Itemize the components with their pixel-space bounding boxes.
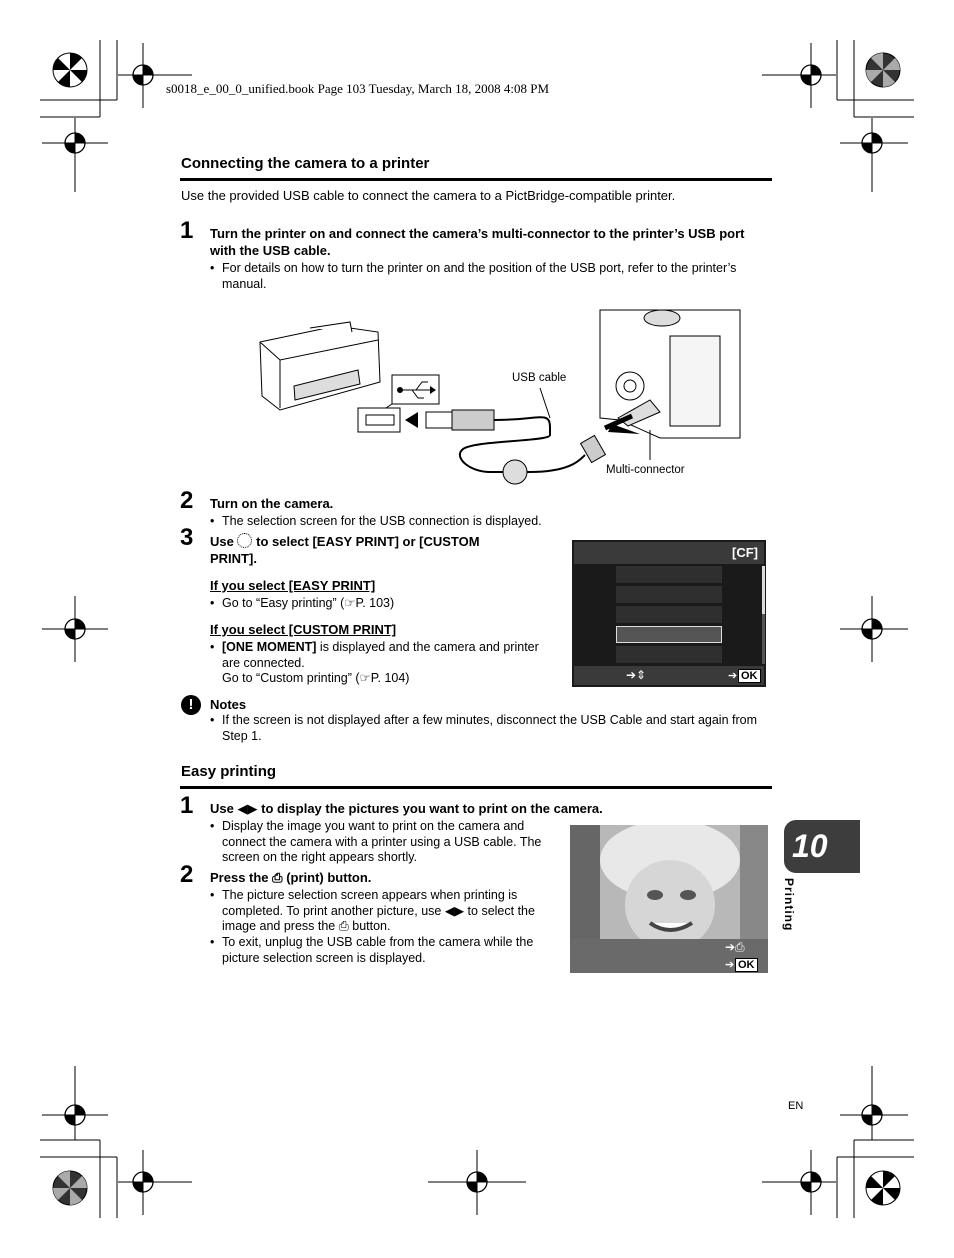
scrollbar-thumb bbox=[762, 566, 765, 614]
menu-item bbox=[616, 606, 722, 623]
step-number: 1 bbox=[180, 792, 194, 819]
step-number: 3 bbox=[180, 524, 194, 551]
book-header-line: s0018_e_00_0_unified.book Page 103 Tuesday, March 18, 2008 4:08 PM bbox=[166, 81, 550, 96]
section-rule bbox=[180, 786, 772, 789]
step-text: Use ◀▶ to display the pictures you want to print on the camera. bbox=[210, 801, 603, 816]
reference-icon: ☞ bbox=[344, 596, 356, 610]
arrow-icon: ➔ bbox=[728, 670, 738, 682]
arrow-updown-icon: ➔⇕ bbox=[626, 668, 647, 682]
step-number: 2 bbox=[180, 861, 194, 888]
menu-item-selected bbox=[616, 626, 722, 643]
usb-port-icon bbox=[358, 408, 400, 432]
bullet-item: • The selection screen for the USB connection is displayed. bbox=[210, 514, 542, 528]
bullet-item: • If the screen is not displayed after a few minutes, disconnect the USB Cable and start again from Step 1. bbox=[210, 713, 758, 743]
section-title-easy-printing: Easy printing bbox=[181, 763, 277, 780]
bullet-item: • To exit, unplug the USB cable from the camera while the picture selection screen is displayed. bbox=[210, 935, 534, 965]
cf-card-indicator: [CF] bbox=[732, 545, 758, 560]
step-text: Use to select [EASY PRINT] or [CUSTOM PRINT]. bbox=[210, 534, 480, 566]
bullet-item: • Go to “Easy printing” (☞P. 103) bbox=[210, 596, 395, 610]
left-right-arrow-icon: ◀▶ bbox=[237, 801, 258, 816]
section-title-connecting: Connecting the camera to a printer bbox=[181, 155, 430, 172]
bullet-item: • For details on how to turn the printer on and the position of the USB port, refer to the printer’s manual. bbox=[210, 261, 737, 291]
usb-cable-label: USB cable bbox=[512, 372, 567, 384]
multi-connector-label: Multi-connector bbox=[606, 464, 685, 476]
ok-button-icon: OK bbox=[735, 958, 758, 972]
intro-text: Use the provided USB cable to connect the camera to a PictBridge-compatible printer. bbox=[181, 188, 676, 203]
screen-topbar bbox=[574, 542, 764, 564]
bullet-item: • Display the image you want to print on the camera and connect the camera with a printer using a USB cable. The screen on the right appears shortly. bbox=[210, 819, 542, 864]
menu-item bbox=[616, 566, 722, 583]
print-icon: ➔⎙ bbox=[725, 940, 745, 954]
section-rule bbox=[180, 178, 772, 181]
screen-bottombar bbox=[574, 666, 764, 685]
chapter-label: Printing bbox=[782, 878, 796, 932]
menu-item bbox=[616, 586, 722, 603]
caution-icon: ! bbox=[181, 695, 201, 715]
step-text: Press the ⎙ (print) button. bbox=[210, 870, 372, 885]
photo-overlay-band bbox=[570, 939, 768, 973]
language-footer: EN bbox=[788, 1100, 804, 1112]
arrow-icon: ➔ bbox=[725, 959, 735, 971]
step-number: 1 bbox=[180, 217, 194, 244]
usb-symbol-icon bbox=[380, 375, 439, 412]
step-text: Turn on the camera. bbox=[210, 496, 334, 511]
step-number: 2 bbox=[180, 487, 194, 514]
printer-camera-diagram bbox=[240, 300, 750, 490]
left-right-arrow-icon: ◀▶ bbox=[444, 903, 465, 918]
chapter-tab bbox=[784, 820, 860, 873]
menu-item bbox=[616, 646, 722, 663]
chapter-number: 10 bbox=[792, 828, 828, 864]
notes-title: Notes bbox=[210, 697, 247, 712]
print-icon: ⎙ bbox=[338, 919, 349, 933]
usb-selection-screen bbox=[572, 540, 766, 687]
arrow-icon bbox=[405, 412, 418, 428]
print-icon: ⎙ bbox=[272, 870, 283, 885]
step-text: Turn the printer on and connect the camera’s multi-connector to the printer’s USB port with the USB cable. bbox=[210, 226, 745, 258]
reference-icon: ☞ bbox=[359, 671, 371, 685]
ok-button-icon: OK bbox=[738, 669, 761, 683]
arrow-pad-icon bbox=[237, 533, 252, 548]
subheading-custom: If you select [CUSTOM PRINT] bbox=[210, 622, 397, 637]
subheading-easy: If you select [EASY PRINT] bbox=[210, 578, 376, 593]
printer-illustration bbox=[260, 322, 380, 410]
camera-screen-photo bbox=[570, 825, 768, 973]
bullet-item: • The picture selection screen appears when printing is completed. To print another picture, use ◀▶ to select the image and press the ⎙ button. bbox=[210, 888, 535, 933]
bullet-item: • [ONE MOMENT] is displayed and the camera and printer are connected. Go to “Custom printing” (☞P. 104) bbox=[210, 640, 539, 685]
